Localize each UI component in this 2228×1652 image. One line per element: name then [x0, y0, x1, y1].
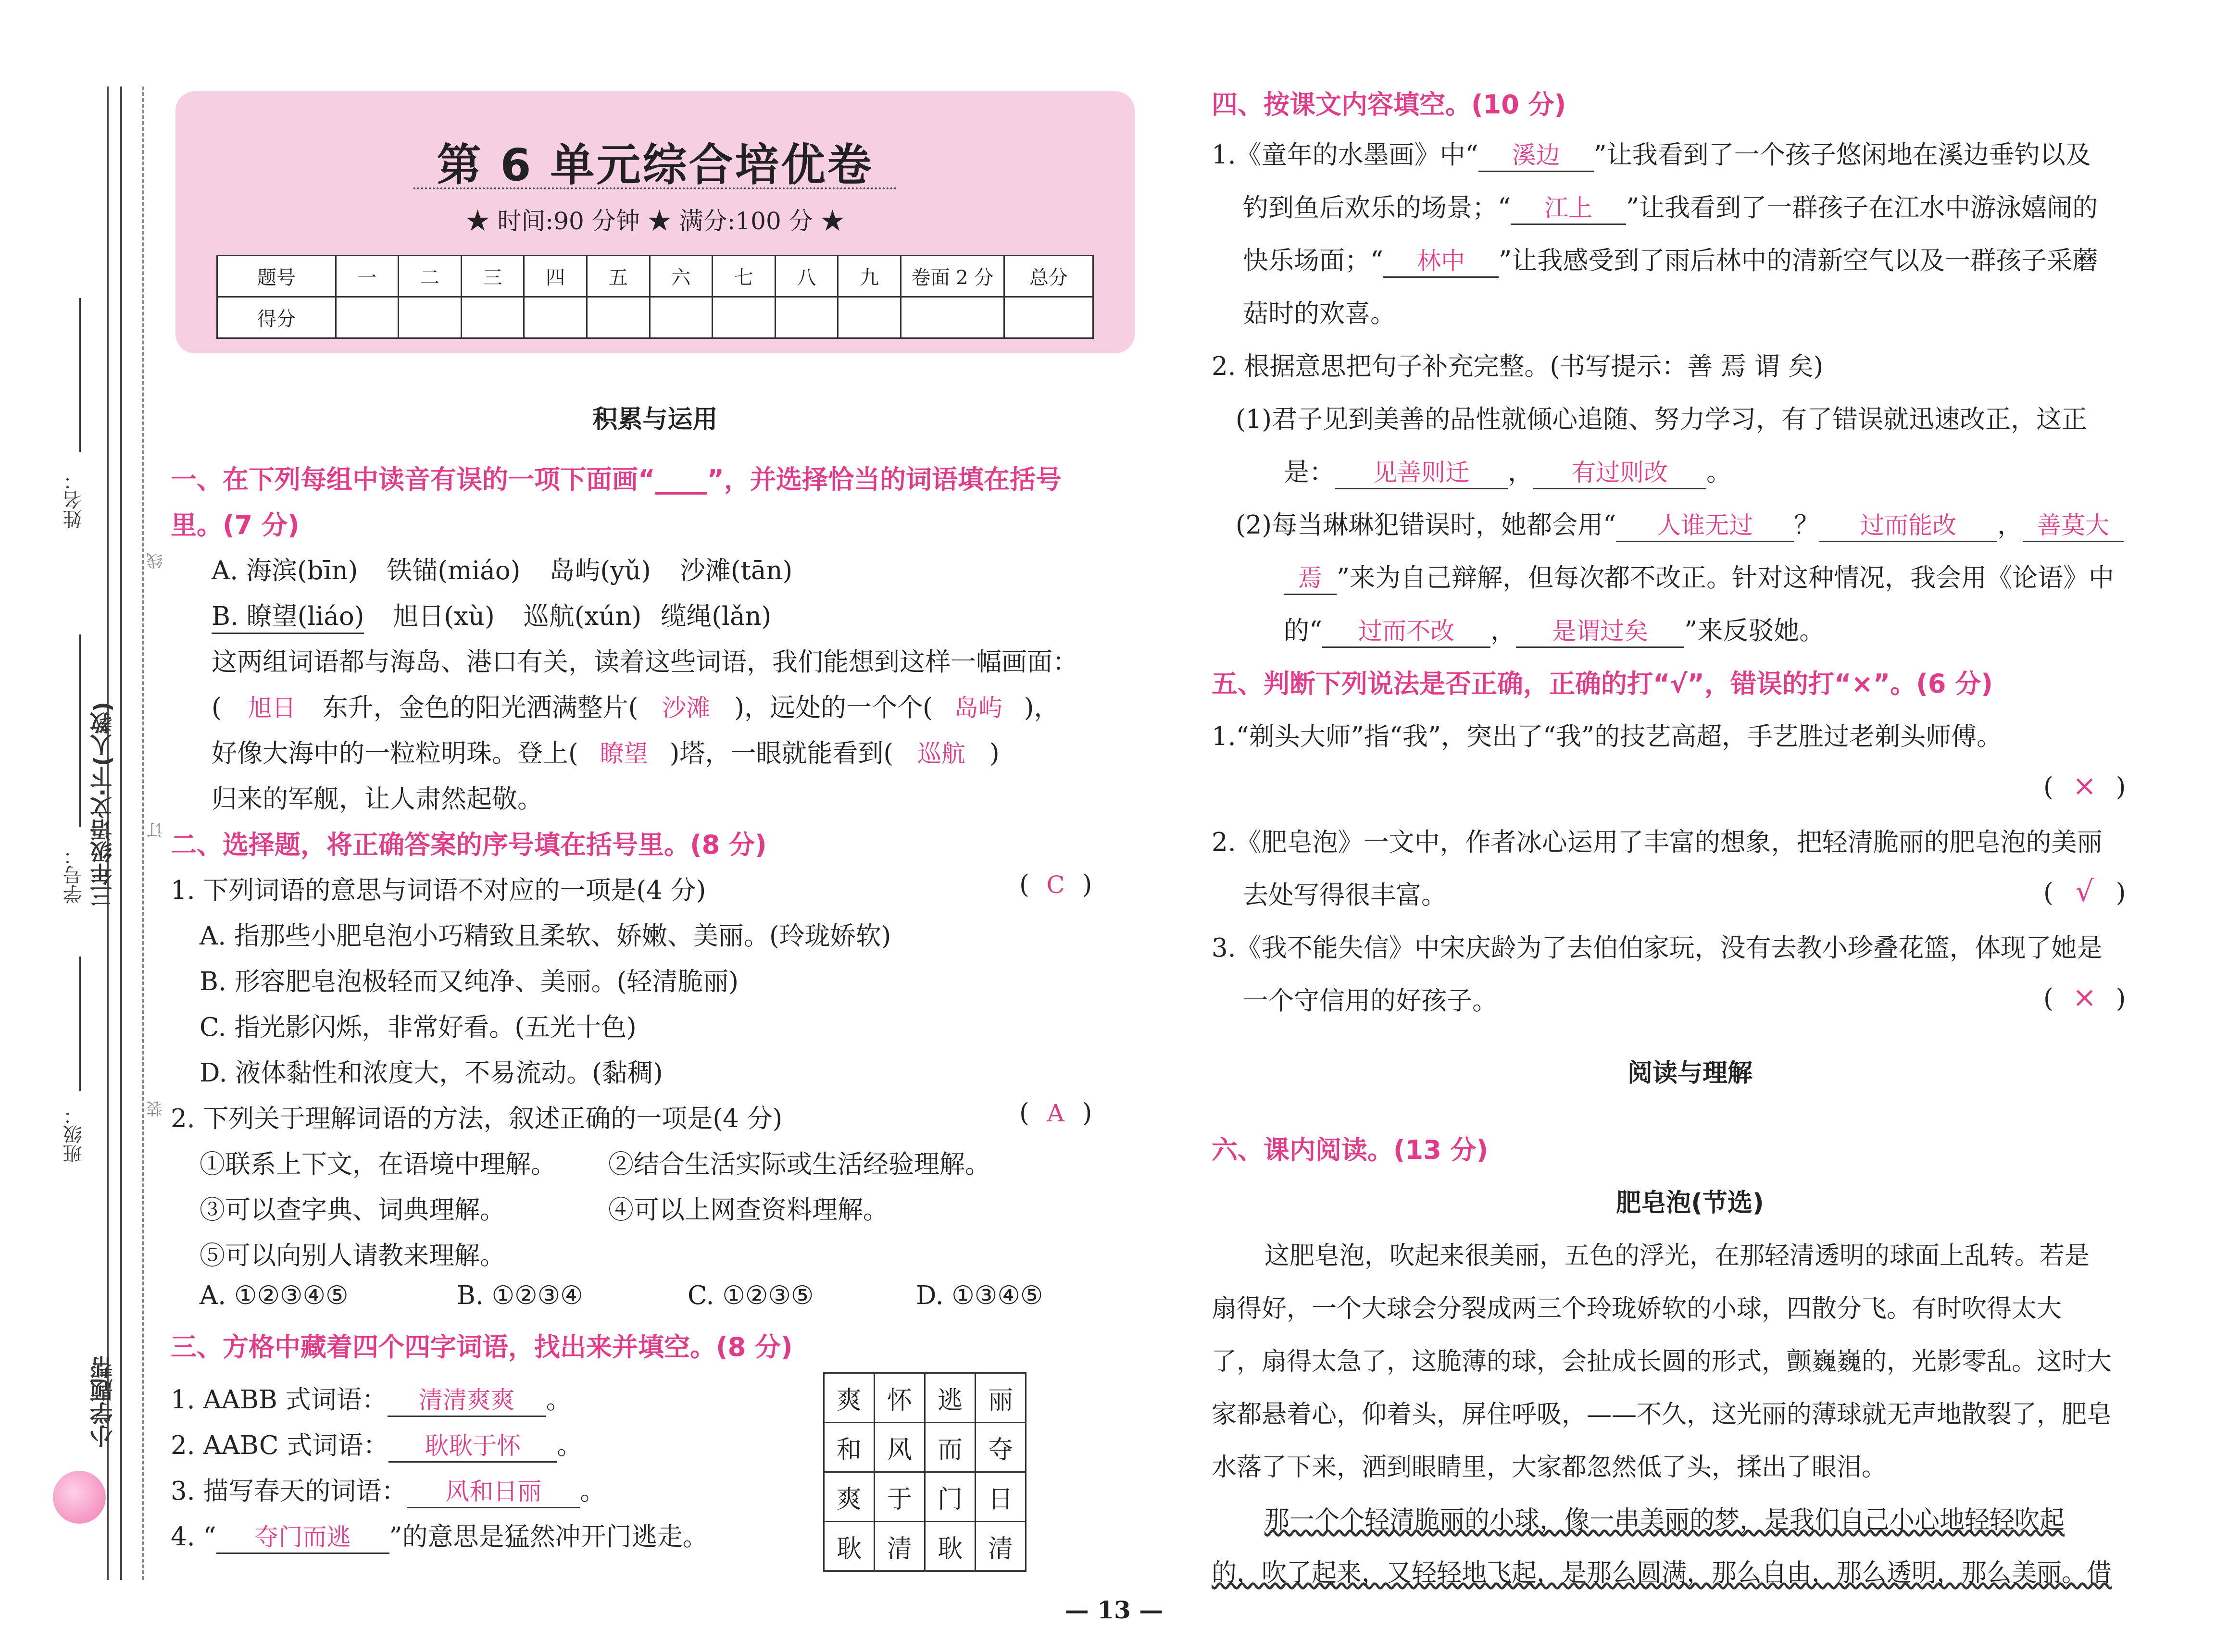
answer-text: 江上: [1511, 189, 1626, 225]
cut-line: [142, 87, 144, 1580]
option-text: A. ①②③④⑤: [200, 1281, 349, 1310]
score-table: [216, 255, 1094, 339]
score-header: 五: [587, 256, 650, 297]
answer-text: 瞭望: [600, 740, 648, 768]
grid-cell: 风: [875, 1423, 925, 1472]
q1-title: 一、在下列每组中读音有误的一项下面画“____”，并选择恰当的词语填在括号: [171, 464, 1062, 495]
grid-cell: 清: [976, 1522, 1026, 1571]
answer-text: ×: [2072, 981, 2097, 1014]
q5-item: 3.《我不能失信》中宋庆龄为了去伯伯家玩，没有去教小珍叠花篮，体现了她是: [1212, 933, 2103, 963]
grid-cell: 门: [925, 1472, 976, 1522]
q4-line: 的“ 过而不改 ， 是谓过矣 ”来反驳她。: [1284, 610, 1825, 648]
answer-text: ×: [2072, 769, 2097, 803]
brand-label: 小学题帮: [90, 1355, 117, 1448]
option-text: ②结合生活实际或生活经验理解。: [608, 1150, 990, 1179]
grid-cell: 耿: [824, 1522, 875, 1571]
score-header: 二: [399, 256, 462, 297]
q1-paragraph: 这两组词语都与海岛、港口有关，读着这些词语，我们能想到这样一幅画面：: [212, 647, 1078, 677]
q4-s2: 2. 根据意思把句子补充完整。(书写提示：善 焉 谓 矣): [1212, 352, 1824, 381]
q5-item-cont: 去处写得很丰富。: [1243, 881, 1447, 910]
option-text: B. 形容肥皂泡极轻而又纯净、美丽。(轻清脆丽): [200, 967, 738, 996]
cut-mark: 线: [147, 553, 166, 569]
grid-cell: 于: [875, 1472, 925, 1522]
q3-item: 2. AABC 式词语： 耿耿于怀 。: [171, 1425, 582, 1463]
q4-line: (1)君子见到美善的品性就倾心追随、努力学习，有了错误就迅速改正，这正: [1236, 405, 2088, 434]
grid-cell: 丽: [976, 1373, 1026, 1423]
q4-line: 是： 见善则迁 ， 有过则改 。: [1284, 452, 1732, 489]
answer-text: 夺门而逃: [216, 1518, 389, 1554]
score-header: 八: [775, 256, 838, 297]
exam-title: 第 6 单元综合培优卷: [437, 139, 874, 191]
q5-item: 2.《肥皂泡》一文中，作者冰心运用了丰富的想象，把轻清脆丽的肥皂泡的美丽: [1212, 828, 2103, 857]
option-text: ④可以上网查资料理解。: [608, 1195, 889, 1225]
score-header: 六: [650, 256, 713, 297]
score-cell[interactable]: [1004, 297, 1093, 338]
score-cell[interactable]: [524, 297, 587, 338]
grade-label: 三年级语文·下(人教): [89, 702, 115, 907]
q3-item: 4. “ 夺门而逃 ”的意思是猛然冲开门逃走。: [171, 1516, 708, 1554]
score-row-label: 得分: [217, 297, 336, 338]
grid-cell: 日: [976, 1472, 1026, 1522]
answer-text: 林中: [1383, 242, 1499, 278]
page-number: — 13 —: [1064, 1596, 1164, 1624]
passage-line: 了，扇得太急了，这脆薄的球，会扯成长圆的形式，颤巍巍的，光影零乱。这时大: [1212, 1347, 2112, 1376]
answer-text: 巡航: [917, 740, 966, 768]
q5-answer-box: ( × ): [2043, 769, 2126, 803]
option-text: ③可以查字典、词典理解。: [200, 1195, 505, 1225]
option-text: ⑤可以向别人请教来理解。: [200, 1241, 505, 1270]
score-header: 三: [461, 256, 524, 297]
cut-mark: 装: [147, 1101, 166, 1117]
q4-title: 四、按课文内容填空。(10 分): [1212, 89, 1566, 120]
answer-text: 溪边: [1478, 136, 1594, 172]
score-cell[interactable]: [650, 297, 713, 338]
q5-item-cont: 一个守信用的好孩子。: [1243, 986, 1498, 1016]
section-accumulation: 积累与运用: [592, 405, 718, 434]
answer-text: 沙滩: [662, 694, 711, 722]
answer-text: 过而能改: [1819, 506, 1997, 542]
option-text: ①联系上下文，在语境中理解。: [200, 1150, 556, 1179]
q5-answer-box: ( × ): [2043, 981, 2126, 1014]
passage-line: 扇得好，一个大球会分裂成两三个玲珑娇软的小球，四散分飞。有时吹得太大: [1212, 1294, 2062, 1323]
score-header: 一: [336, 256, 399, 297]
answer-text: 人谁无过: [1616, 506, 1794, 542]
passage-line: 家都悬着心，仰着头，屏住呼吸，——不久，这光丽的薄球就无声地散裂了，肥皂: [1212, 1400, 2112, 1429]
name-label: 姓名：: [63, 471, 85, 529]
grid-cell: 爽: [824, 1472, 875, 1522]
score-cell[interactable]: [713, 297, 776, 338]
q1-paragraph-line: ( 旭日 东升，金色的阳光洒满整片( 沙滩 )，远处的一个个( 岛屿 )，: [212, 687, 1059, 724]
q1-paragraph-line: 好像大海中的一粒粒明珠。登上( 瞭望 )塔，一眼就能看到( 巡航 ): [212, 733, 1000, 770]
score-cell[interactable]: [775, 297, 838, 338]
cut-mark: 订: [147, 822, 166, 838]
answer-text: 风和日丽: [407, 1472, 580, 1508]
score-header: 总分: [1004, 256, 1093, 297]
answer-text: A: [1047, 1099, 1064, 1127]
q1-title-cont: 里。(7 分): [171, 510, 300, 540]
q2-s2: 2. 下列关于理解词语的方法，叙述正确的一项是(4 分): [171, 1104, 783, 1133]
q6-title: 六、课内阅读。(13 分): [1212, 1135, 1489, 1165]
answer-text: 是谓过矣: [1516, 612, 1684, 648]
passage-line: 那一个个轻清脆丽的小球，像一串美丽的梦，是我们自己小心地轻轻吹起: [1264, 1506, 2065, 1535]
answer-text: 焉: [1284, 559, 1337, 595]
q2-s1-answer-box: ( C ): [1019, 870, 1092, 899]
exam-header: [175, 91, 1135, 353]
q1-row-b: B. 瞭望(liáo) 旭日(xù) 巡航(xún) 缆绳(lǎn): [212, 596, 771, 634]
option-text: A. 指那些小肥皂泡小巧精致且柔软、娇嫩、美丽。(玲珑娇软): [200, 921, 891, 951]
score-cell[interactable]: [587, 297, 650, 338]
grid-cell: 怀: [875, 1373, 925, 1423]
answer-text: 清清爽爽: [388, 1381, 546, 1417]
score-cell[interactable]: [336, 297, 399, 338]
q3-title: 三、方格中藏着四个四字词语，找出来并填空。(8 分): [171, 1332, 793, 1362]
title-divider: [413, 187, 897, 189]
score-cell[interactable]: [399, 297, 462, 338]
option-text: D. ①③④⑤: [916, 1281, 1043, 1310]
passage-title: 肥皂泡(节选): [1616, 1189, 1764, 1217]
q1-paragraph-line: 归来的军舰，让人肃然起敬。: [212, 784, 543, 814]
name-field-line: [79, 298, 81, 452]
passage-line: 的，吹了起来，又轻轻地飞起，是那么圆满，那么自由，那么透明，那么美丽。借: [1212, 1559, 2112, 1588]
score-header: 四: [524, 256, 587, 297]
q5-item: 1.“剃头大师”指“我”，突出了“我”的技艺高超，手艺胜过老剃头师傅。: [1212, 722, 2003, 751]
score-cell[interactable]: [461, 297, 524, 338]
mushroom-logo-icon: [53, 1471, 106, 1524]
grid-cell: 耿: [925, 1522, 976, 1571]
class-label: 班级：: [63, 1105, 85, 1163]
q5-answer-box: ( √ ): [2043, 875, 2126, 908]
grid-cell: 和: [824, 1423, 875, 1472]
q4-line: 1.《童年的水墨画》中“ 溪边 ”让我看到了一个孩子悠闲地在溪边垂钓以及: [1212, 135, 2091, 172]
answer-text: 岛屿: [954, 694, 1002, 722]
answer-text: 善莫大: [2023, 506, 2124, 542]
q2-s1: 1. 下列词语的意思与词语不对应的一项是(4 分): [171, 876, 706, 905]
answer-text: C: [1046, 871, 1065, 899]
answer-text: 过而不改: [1322, 612, 1490, 648]
grid-cell: 而: [925, 1423, 976, 1472]
q4-line: 焉 ”来为自己辩解，但每次都不改正。针对这种情况，我会用《论语》中: [1284, 558, 2114, 595]
grid-cell: 夺: [976, 1423, 1026, 1472]
passage-line: 这肥皂泡，吹起来很美丽，五色的浮光，在那轻清透明的球面上乱转。若是: [1264, 1242, 2090, 1270]
score-header: 卷面 2 分: [901, 256, 1004, 297]
score-header: 题号: [217, 256, 336, 297]
q3-item: 3. 描写春天的词语： 风和日丽 。: [171, 1471, 605, 1508]
q4-line: 钓到鱼后欢乐的场景；“ 江上 ”让我看到了一群孩子在江水中游泳嬉闹的: [1243, 187, 2098, 225]
q4-line: (2)每当琳琳犯错误时，她都会用“ 人谁无过 ？ 过而能改 ， 善莫大: [1236, 505, 2124, 542]
option-text: B. ①②③④: [457, 1281, 583, 1310]
option-text: D. 液体黏性和浓度大，不易流动。(黏稠): [200, 1058, 663, 1088]
answer-text: 见善则迁: [1335, 453, 1508, 489]
answer-text: √: [2075, 875, 2094, 908]
student-id-label: 学号：: [63, 846, 85, 904]
answer-text: 有过则改: [1533, 453, 1706, 489]
q4-line: 菇时的欢喜。: [1243, 299, 1396, 328]
q4-line: 快乐场面；“ 林中 ”让我感受到了雨后林中的清新空气以及一群孩子采蘑: [1243, 240, 2098, 278]
class-field-line: [79, 956, 81, 1091]
passage-line: 水落了下来，洒到眼睛里，大家都忽然低了头，揉出了眼泪。: [1212, 1453, 1887, 1482]
answer-text: 耿耿于怀: [388, 1427, 557, 1463]
exam-subtitle: ★ 时间:90 分钟 ★ 满分:100 分 ★: [465, 207, 845, 235]
q2-s2-answer-box: ( A ): [1019, 1098, 1092, 1128]
option-text: C. 指光影闪烁，非常好看。(五光十色): [200, 1013, 637, 1042]
answer-text: 旭日: [248, 694, 296, 722]
q5-title: 五、判断下列说法是否正确，正确的打“√”，错误的打“×”。(6 分): [1212, 669, 1993, 699]
q1-row-a: A. 海滨(bīn) 铁锚(miáo) 岛屿(yǔ) 沙滩(tān): [212, 556, 793, 585]
grid-cell: 清: [875, 1522, 925, 1571]
score-header: 九: [838, 256, 901, 297]
score-header: 七: [713, 256, 776, 297]
student-id-field-line: [79, 634, 81, 827]
binding-line: [120, 87, 122, 1580]
option-text: C. ①②③⑤: [688, 1281, 814, 1310]
grid-cell: 逃: [925, 1373, 976, 1423]
q3-item: 1. AABB 式词语： 清清爽爽 。: [171, 1379, 572, 1417]
q2-title: 二、选择题，将正确答案的序号填在括号里。(8 分): [171, 830, 767, 860]
character-grid: [823, 1372, 1026, 1572]
section-reading: 阅读与理解: [1627, 1059, 1752, 1088]
score-cell[interactable]: [901, 297, 1004, 338]
grid-cell: 爽: [824, 1373, 875, 1423]
score-cell[interactable]: [838, 297, 901, 338]
